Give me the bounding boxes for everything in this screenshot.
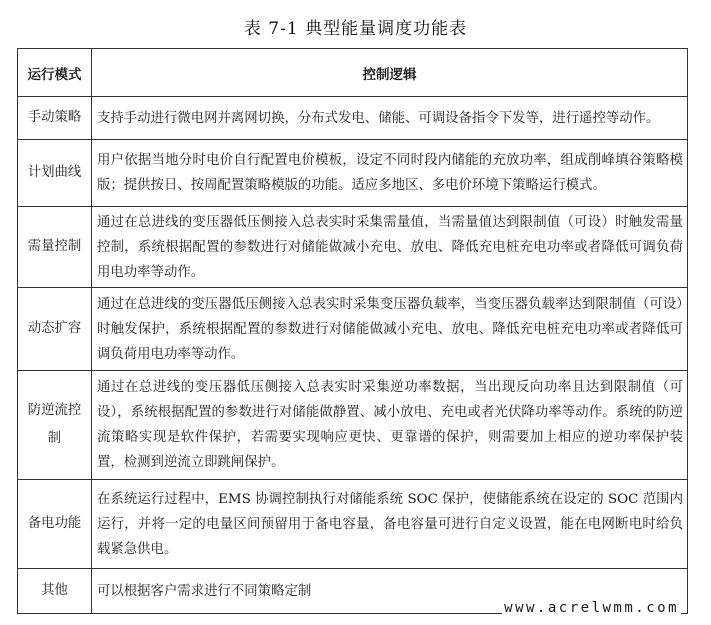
logic-cell: 通过在总进线的变压器低压侧接入总表实时采集需量值，当需量值达到限制值（可设）时触发需量控制，系统根据配置的参数进行对储能做减小充电、放电、降低充电桩充电功率或者降低可调负荷用电功率等动作。 <box>92 207 688 288</box>
mode-cell: 手动策略 <box>18 97 92 140</box>
mode-cell: 需量控制 <box>18 207 92 288</box>
mode-cell: 动态扩容 <box>18 288 92 371</box>
table-row <box>18 140 688 207</box>
logic-cell: 可以根据客户需求进行不同策略定制 <box>92 569 688 614</box>
mode-cell: 防逆流控制 <box>18 371 92 480</box>
watermark-url: www.acrelwmm.com <box>504 600 679 616</box>
table-row <box>18 207 688 288</box>
table-row <box>18 288 688 371</box>
table-row <box>18 480 688 569</box>
column-header-logic: 控制逻辑 <box>92 49 688 97</box>
mode-cell: 备电功能 <box>18 480 92 569</box>
logic-cell: 用户依据当地分时电价自行配置电价模板，设定不同时段内储能的充放功率，组成削峰填谷策略模版；提供按日、按周配置策略模版的功能。适应多地区、多电价环境下策略运行模式。 <box>92 140 688 207</box>
logic-cell: 通过在总进线的变压器低压侧接入总表实时采集变压器负载率，当变压器负载率达到限制值（可设）时触发保护，系统根据配置的参数进行对储能做减小充电、放电、降低充电桩充电功率或者降低可调负荷用电功率等动作。 <box>92 288 688 371</box>
logic-cell: 通过在总进线的变压器低压侧接入总表实时采集逆功率数据，当出现反向功率且达到限制值（可设），系统根据配置的参数进行对储能做静置、减小放电、充电或者光伏降功率等动作。系统的防逆流策略实现是软件保护，若需要实现响应更快、更靠谱的保护，则需要加上相应的逆功率保护装置，检测到逆流立即跳闸保护。 <box>92 371 688 480</box>
energy-dispatch-table <box>17 48 688 614</box>
table-row <box>18 97 688 140</box>
table-caption: 表 7-1 典型能量调度功能表 <box>243 19 468 39</box>
mode-cell: 计划曲线 <box>18 140 92 207</box>
mode-cell: 其他 <box>18 569 92 614</box>
logic-cell: 支持手动进行微电网并离网切换，分布式发电、储能、可调设备指令下发等，进行遥控等动作。 <box>92 97 688 140</box>
table-row <box>18 371 688 480</box>
table-header-row <box>18 49 688 97</box>
column-header-mode: 运行模式 <box>18 49 92 97</box>
logic-cell: 在系统运行过程中，EMS 协调控制执行对储能系统 SOC 保护，使储能系统在设定的 SOC 范围内运行，并将一定的电量区间预留用于备电容量，备电容量可进行自定义设置，能在电网断电时给负载紧急供电。 <box>92 480 688 569</box>
